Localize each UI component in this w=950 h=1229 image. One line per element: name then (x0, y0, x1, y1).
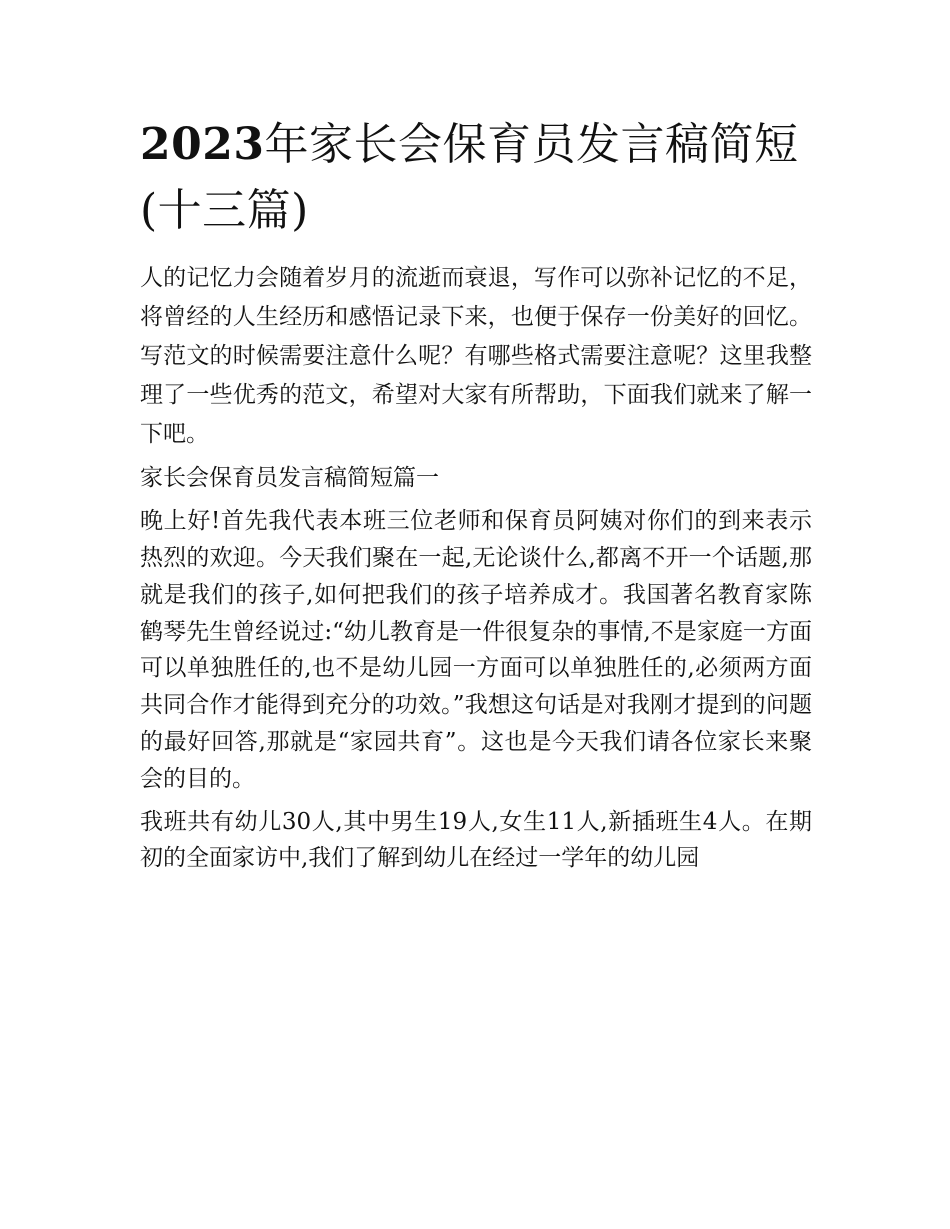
section-heading: 家长会保育员发言稿简短篇一 (140, 465, 439, 492)
title-year: 2023 (140, 119, 265, 170)
title-text: 年家长会保育员发言稿简短(十三篇) (140, 119, 799, 236)
body-paragraph-2: 我班共有幼儿30人,其中男生19人,女生11人,新插班生4人。在期初的全面家访中,我们了解到幼儿在经过一学年的幼儿园 (140, 808, 812, 872)
document-title (140, 112, 812, 244)
body-paragraph-1: 晚上好!首先我代表本班三位老师和保育员阿姨对你们的到来表示热烈的欢迎。今天我们聚在一起,无论谈什么,都离不开一个话题,那就是我们的孩子,如何把我们的孩子培养成才。我国著名教育家陈鹤琴先生曾经说过:“幼儿教育是一件很复杂的事情,不是家庭一方面可以单独胜任的,也不是幼儿园一方面可以单独胜任的,必须两方面共同合作才能得到充分的功效。”我想这句话是对我刚才提到的问题的最好回答,那就是“家园共育”。这也是今天我们请各位家长来聚会的目的。 (140, 508, 812, 792)
document-page (140, 112, 812, 883)
intro-paragraph: 人的记忆力会随着岁月的流逝而衰退，写作可以弥补记忆的不足，将曾经的人生经历和感悟记录下来，也便于保存一份美好的回忆。写范文的时候需要注意什么呢？有哪些格式需要注意呢？这里我整理了一些优秀的范文，希望对大家有所帮助，下面我们就来了解一下吧。 (140, 265, 812, 448)
